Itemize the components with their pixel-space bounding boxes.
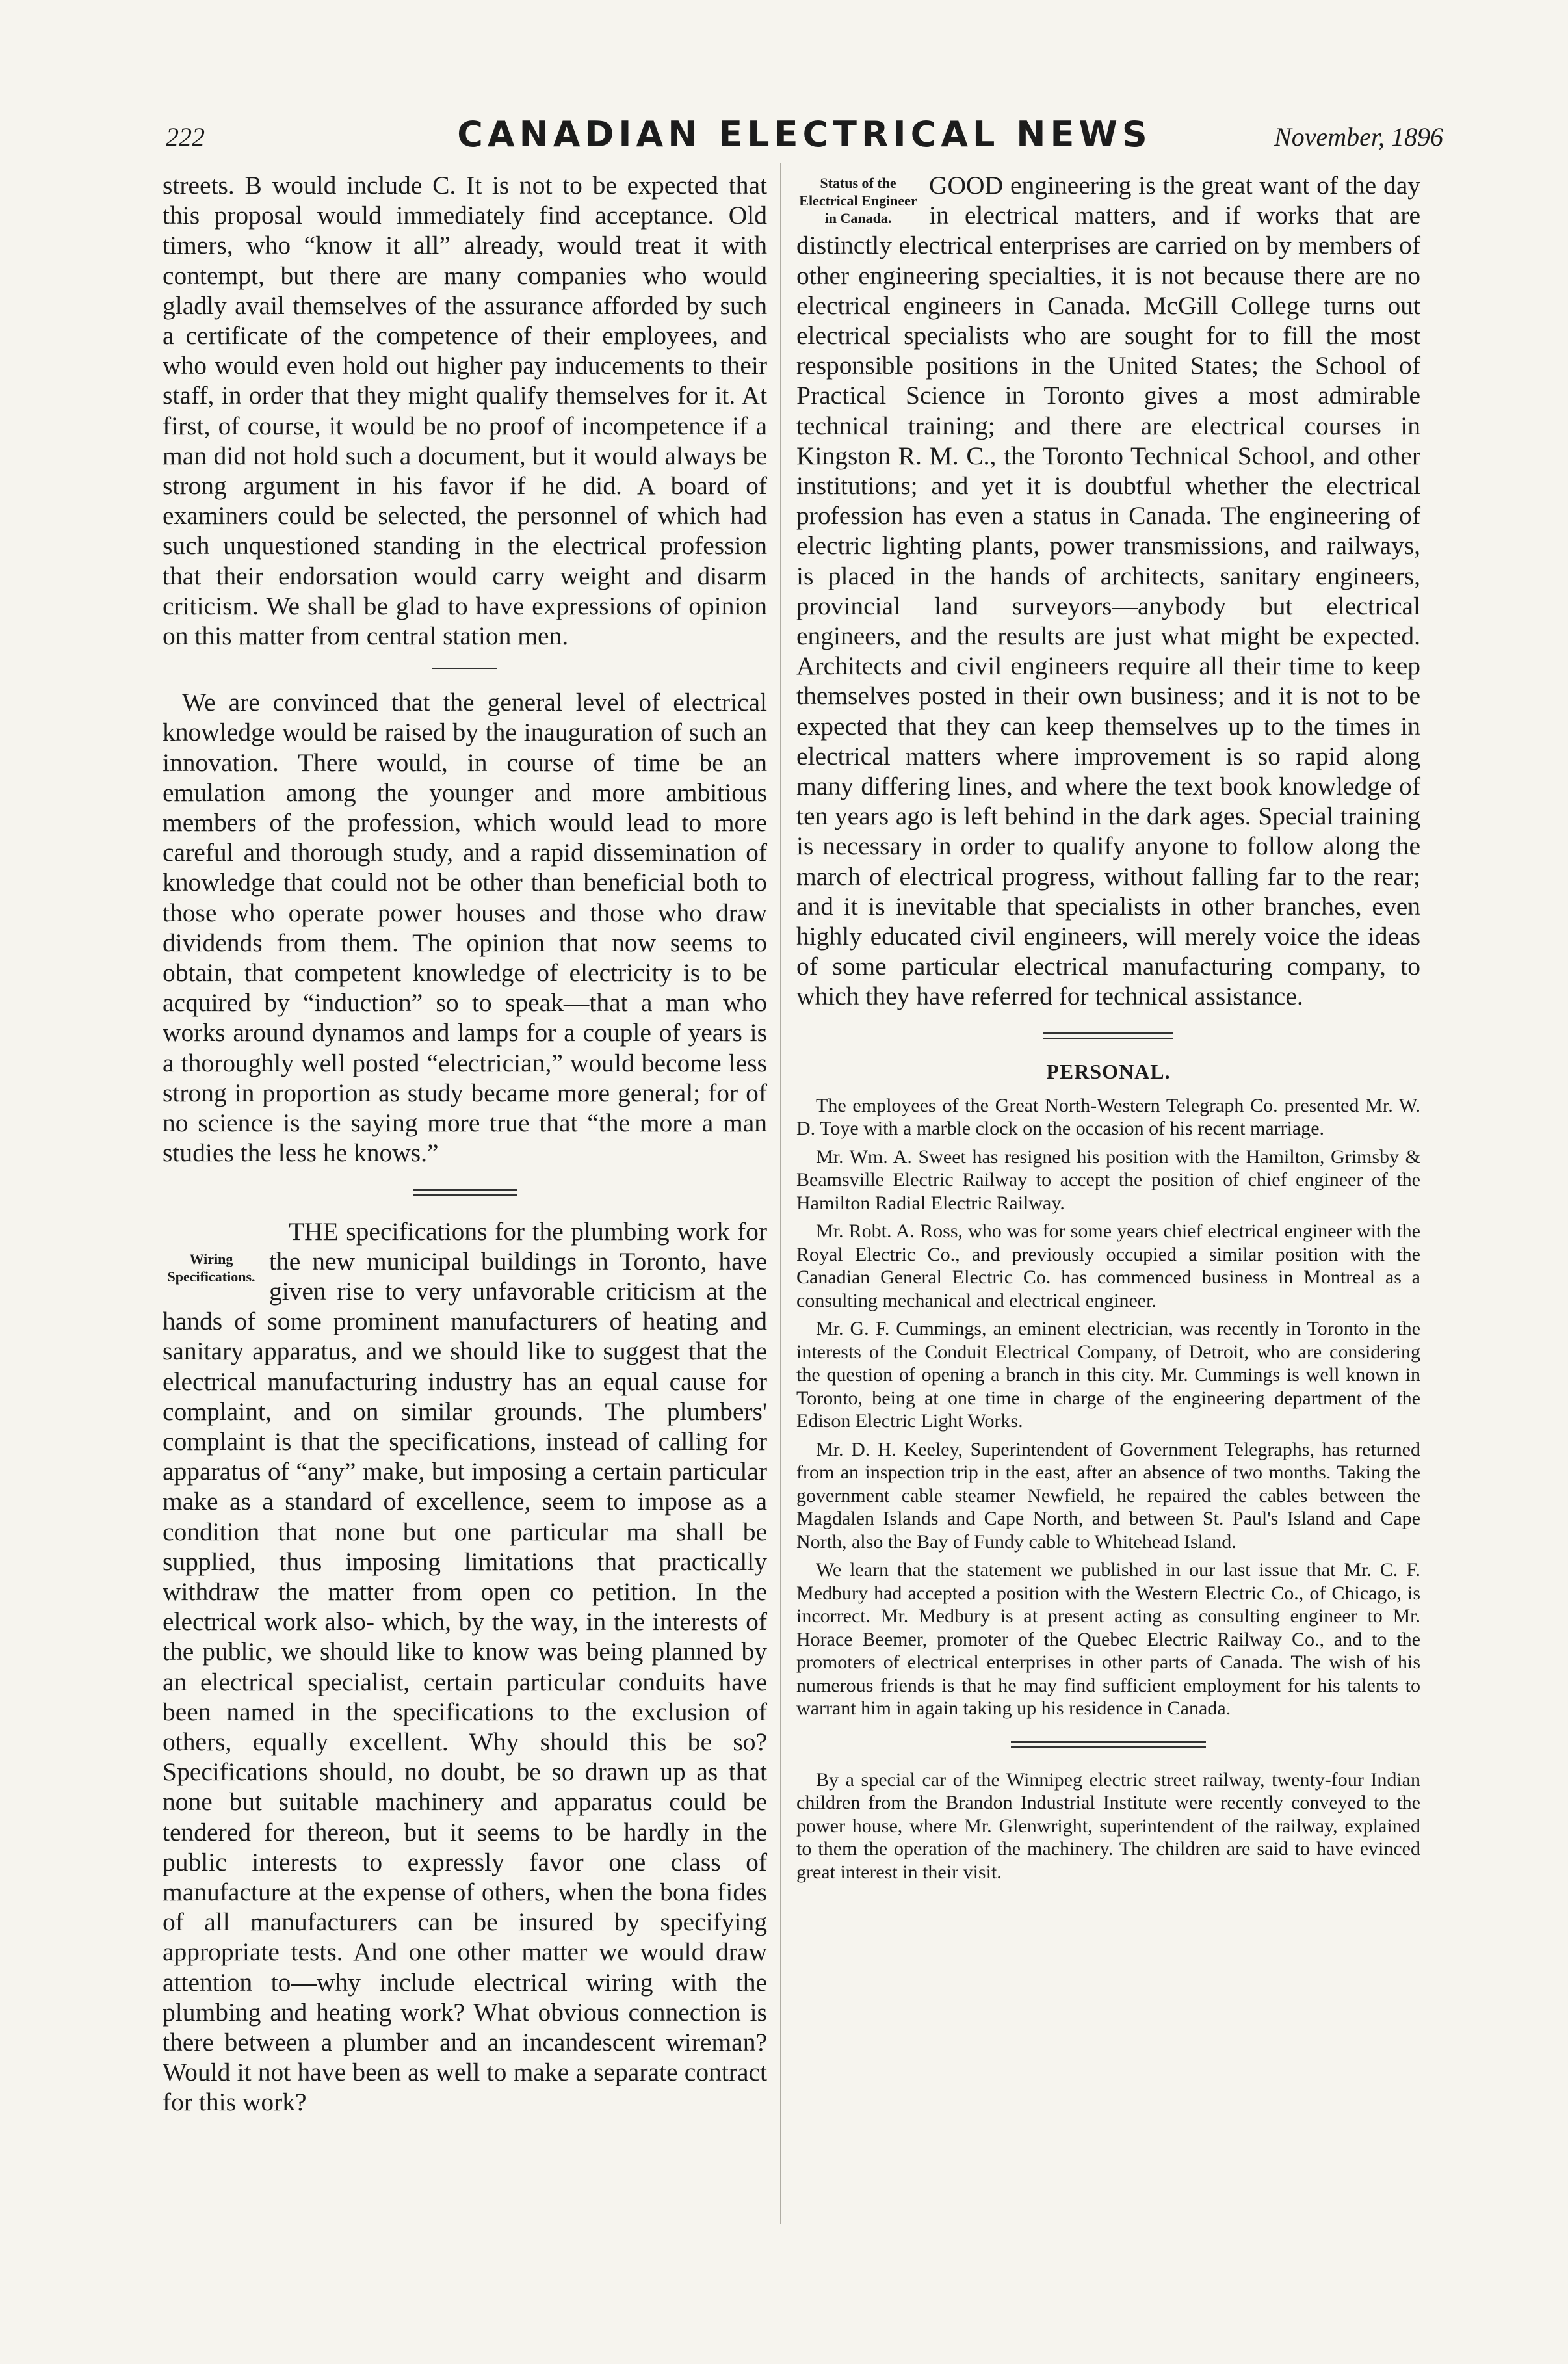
closing-paragraph: By a special car of the Winnipeg electric street railway, twenty-four Indian children from the Brandon Industrial Institute were recently conveyed to the power house, where Mr. Glenwright, superintendent of the railway, explained to them the operation of the machinery. The children are said to have evinced great interest in their visit.	[796, 1768, 1420, 1883]
personal-item: Mr. Wm. A. Sweet has resigned his position with the Hamilton, Grimsby & Beamsville Electric Railway to accept the position of chief engineer of the Hamilton Radial Electric Railway.	[796, 1146, 1420, 1214]
personal-item: We learn that the statement we published in our last issue that Mr. C. F. Medbury had accepted a position with the Western Electric Co., of Chicago, is incorrect. Mr. Medbury is at present acting as consulting engineer to Mr. Horace Beemer, promoter of the Quebec Electric Railway Co., and to the promoters of electrical enterprises in other parts of Canada. The wish of his numerous friends is that he may find sufficient employment for his talents to warrant him in again taking up his residence in Canada.	[796, 1559, 1420, 1720]
article-paragraph: streets. B would include C. It is not to be expected that this proposal would immediately find acceptance. Old timers, who “know it all” already, would treat it with contempt, but there are many companies who would gladly avail themselves of the assurance afforded by such a certificate of the competence of their employees, and who would even hold out higher pay inducements to their staff, in order that they might qualify themselves for it. At first, of course, it would be no proof of incompetence if a man did not hold such a document, but it would always be strong argument in his favor if he did. A board of examiners could be selected, the personnel of which had such unquestioned standing in the electrical profession that their endorsation would carry weight and disarm criticism. We shall be glad to have expressions of opinion on this matter from central station men.	[163, 171, 767, 651]
section-rule	[432, 668, 497, 669]
personal-item: Mr. D. H. Keeley, Superintendent of Government Telegraphs, has returned from an inspection trip in the east, after an absence of two months. Taking the government cable steamer Newfield, he repaired the cables between the Magdalen Islands and Cape North, and between St. Paul's Island and Cape North, also the Bay of Fundy cable to Whitehead Island.	[796, 1438, 1420, 1553]
issue-date: November, 1896	[1274, 122, 1443, 151]
masthead: CANADIAN ELECTRICAL NEWS	[457, 114, 1152, 155]
section-divider	[1011, 1741, 1206, 1748]
right-column	[796, 170, 1420, 1889]
personal-item: The employees of the Great North-Western Telegraph Co. presented Mr. W. D. Toye with a marble clock on the occasion of his recent marriage.	[796, 1094, 1420, 1140]
page-number: 222	[166, 122, 205, 151]
running-header	[166, 107, 1443, 153]
article-paragraph: We are convinced that the general level of electrical knowledge would be raised by the inauguration of such an innovation. There would, in course of time be an emulation among the younger and more ambitious members of the profession, which would lead to more careful and thorough study, and a rapid dissemination of knowledge that could not be other than beneficial both to those who operate power houses and those who draw dividends from them. The opinion that now seems to obtain, that competent knowledge of electricity is to be acquired by “induction” so to speak—that a man who works around dynamos and lamps for a couple of years is a thoroughly well posted “electrician,” would become less strong in proportion as study became more general; for of no science is the saying more true that “the more a man studies the less he knows.”	[163, 688, 767, 1168]
section-divider	[413, 1189, 517, 1196]
side-heading-wiring: Wiring Specifications.	[167, 1250, 255, 1285]
column-divider	[780, 163, 781, 2224]
personal-item: Mr. G. F. Cummings, an eminent electrician, was recently in Toronto in the interests of the Conduit Electrical Company, of Detroit, who are considering the question of opening a branch in this city. Mr. Cummings is well known in Toronto, being at one time in charge of the engineering department of the Edison Electric Light Works.	[796, 1318, 1420, 1432]
personal-item: Mr. Robt. A. Ross, who was for some years chief electrical engineer with the Royal Electric Co., and previously occupied a similar position with the Canadian General Electric Co. has commenced business in Montreal as a consulting mechanical and electrical engineer.	[796, 1220, 1420, 1311]
personal-heading: PERSONAL.	[1046, 1059, 1171, 1083]
side-heading-status: Status of the Electrical Engineer in Canada.	[799, 175, 917, 226]
article-paragraph: THE specifications for the plumbing work for the new municipal buildings in Toronto, have given rise to very unfavorable criticism at the hands of some prominent manufacturers of heating and sanitary apparatus, and we should like to suggest that the electrical manufacturing industry has an equal cause for complaint, and on similar grounds. The plumbers' complaint is that the specifications, instead of calling for apparatus of “any” make, but imposing a certain particular make as a standard of excellence, seem to impose as a condition that none but one particular ma shall be supplied, thus imposing limitations that practically withdraw the matter from open co petition. In the electrical work also- which, by the way, in the interests of the public, we should like to know was being planned by an electrical specialist, certain particular conduits have been named in the specifications to the exclusion of others, equally excellent. Why should this be so? Specifications should, no doubt, be so drawn up as that none but suitable machinery and apparatus could be tendered for thereon, but it seems to be hardly in the public interests to expressly favor one class of manufacture at the expense of others, when the bona fides of all manufacturers can be insured by specifying appropriate tests. And one other matter we would draw attention to—why include electrical wiring with the plumbing and heating work? What obvious connection is there between a plumber and an incandescent wireman? Would it not have been as well to make a separate contract for this work?	[163, 1216, 767, 2117]
section-divider	[1043, 1032, 1173, 1039]
article-paragraph: GOOD engineering is the great want of the day in electrical matters, and if works that are distinctly electrical enterprises are carried on by members of other engineering specialties, it is not because there are no electrical engineers in Canada. McGill College turns out electrical specialists who are sought for to fill the most responsible positions in the United States; the School of Practical Science in Toronto gives a most admirable technical training; and there are electrical courses in Kingston R. M. C., the Toronto Technical School, and other institutions; and yet it is doubtful whether the electrical profession has even a status in Canada. The engineering of electric lighting plants, power transmissions, and railways, is placed in the hands of architects, sanitary engineers, provincial land surveyors—anybody but electrical engineers, and the results are just what might be expected. Architects and civil engineers require all their time to keep themselves posted in their own business; and it is not to be expected that they can keep themselves up to the times in electrical matters where improvement is so rapid along many differing lines, and where the text book knowledge of ten years ago is left behind in the dark ages. Special training is necessary in order to qualify anyone to follow along the march of electrical progress, without falling far to the rear; and it is inevitable that specialists in other branches, even highly educated civil engineers, will merely voice the ideas of some particular electrical manufacturing company, to which they have referred for technical assistance.	[796, 171, 1420, 1011]
left-column	[163, 170, 767, 2118]
